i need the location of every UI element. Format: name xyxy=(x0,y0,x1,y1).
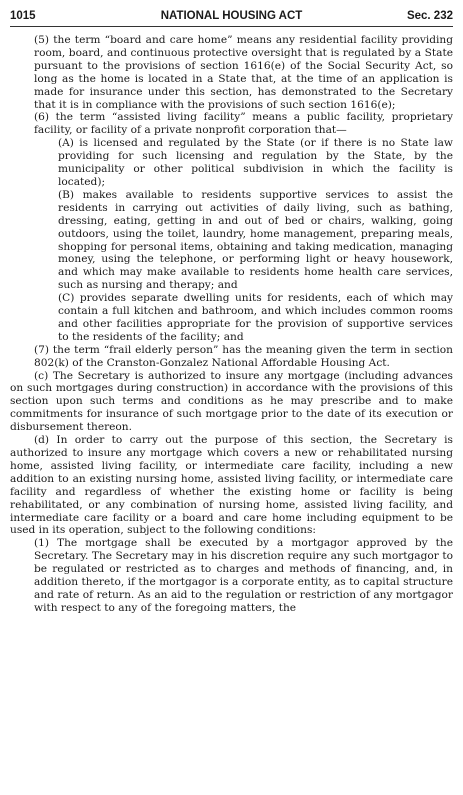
statute-text xyxy=(10,34,453,615)
header-rule xyxy=(10,26,453,27)
subparagraph-c: (C) provides separate dwelling units for residents, each of which may contain a full kitchen and bathroom, and which includes common rooms and other facilities appropriate for the provision of supportive services to the residents of the facility; and xyxy=(58,292,453,343)
running-title: NATIONAL HOUSING ACT xyxy=(160,10,303,22)
subsection-c: (c) The Secretary is authorized to insure any mortgage (including advances on such mortgages during construction) in accordance with the provisions of this section upon such terms and conditions as he may prescribe and to make commitments for insurance of such mortgage prior to the date of its execution or disbursement thereon. xyxy=(10,369,453,434)
paragraph-5: (5) the term “board and care home” means any residential facility providing room, board, and continuous protective oversight that is regulated by a State pursuant to the provisions of section 1616(e) of the Social Security Act, so long as the home is located in a State that, at the time of an application is made for insurance under this section, has demonstrated to the Secretary that it is in compliance with the provisions of such section 1616(e); xyxy=(34,34,453,111)
section-number: Sec. 232 xyxy=(406,10,453,22)
subparagraph-a: (A) is licensed and regulated by the State (or if there is no State law providing for such licensing and regulation by the State, by the municipality or other political subdivision in which the facility is located); xyxy=(58,137,453,188)
running-header xyxy=(10,8,453,24)
paragraph-1: (1) The mortgage shall be executed by a mortgagor approved by the Secretary. The Secretary may in his discretion require any such mortgagor to be regulated or restricted as to charges and methods of financing, and, in addition thereto, if the mortgagor is a corporate entity, as to capital structure and rate of return. As an aid to the regulation or restriction of any mortgagor with respect to any of the foregoing matters, the xyxy=(34,537,453,614)
subsection-d: (d) In order to carry out the purpose of this section, the Secretary is authorized to insure any mortgage which covers a new or rehabilitated nursing home, assisted living facility, or intermediate care facility, including a new addition to an existing nursing home, assisted living facility, or intermediate care facility and regardless of whether the existing home or facility is being rehabilitated, or any combination of nursing home, assisted living facility, and intermediate care facility or a board and care home including equipment to be used in its operation, subject to the following conditions: xyxy=(10,434,453,537)
paragraph-6: (6) the term “assisted living facility” means a public facility, proprietary facility, or facility of a private nonprofit corporation that— xyxy=(34,111,453,137)
paragraph-7: (7) the term “frail elderly person” has the meaning given the term in section 802(k) of the Cranston-Gonzalez National Affordable Housing Act. xyxy=(34,343,453,369)
page-number: 1015 xyxy=(10,10,36,22)
subparagraph-b: (B) makes available to residents supportive services to assist the residents in carrying out activities of daily living, such as bathing, dressing, eating, getting in and out of bed or chairs, walking, going outdoors, using the toilet, laundry, home management, preparing meals, shopping for personal items, obtaining and taking medication, managing money, using the telephone, or performing light or heavy housework, and which may make available to residents home health care services, such as nursing and therapy; and xyxy=(58,188,453,292)
